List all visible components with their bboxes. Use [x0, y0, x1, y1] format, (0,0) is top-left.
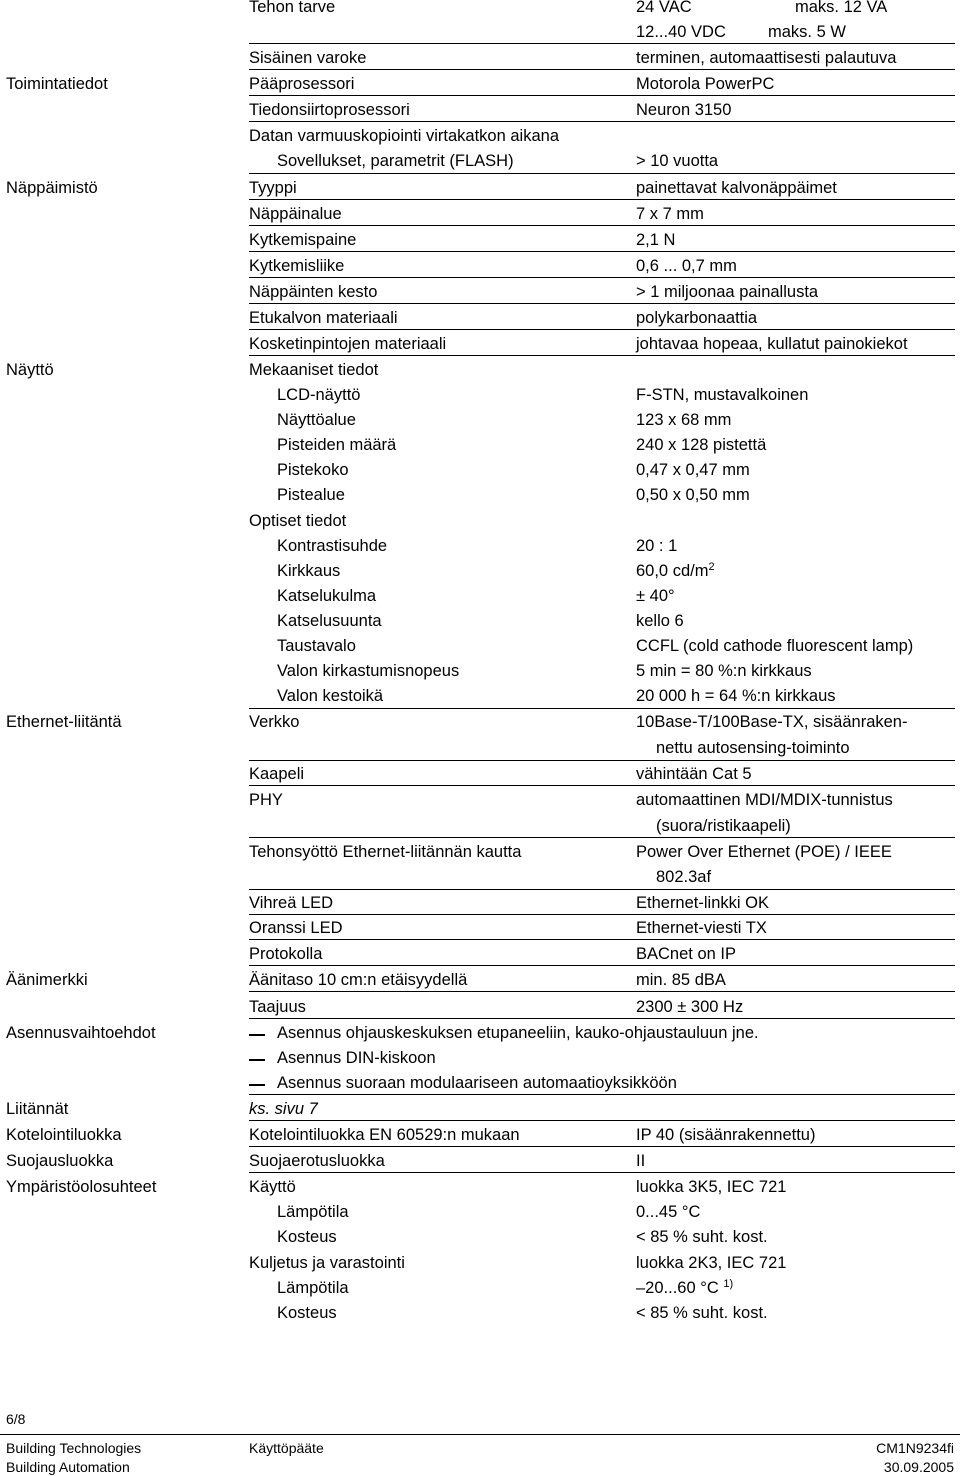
spec-sublabel: Valon kestoikä	[277, 687, 384, 705]
category-label: Näyttö	[6, 361, 54, 379]
spec-value: 0,47 x 0,47 mm	[636, 461, 750, 479]
footer-company: Building Technologies	[6, 1440, 142, 1456]
spec-value: 20 000 h = 64 %:n kirkkaus	[636, 687, 836, 705]
spec-sublabel: Pisteiden määrä	[277, 436, 397, 454]
spec-sublabel: Lämpötila	[277, 1279, 349, 1297]
spec-value: ± 40°	[636, 587, 675, 605]
spec-label: Oranssi LED	[249, 919, 343, 937]
row-divider	[249, 69, 955, 70]
spec-sublabel: Sovellukset, parametrit (FLASH)	[277, 152, 514, 170]
row-divider	[249, 329, 955, 330]
spec-value: < 85 % suht. kost.	[636, 1228, 768, 1246]
spec-label: Etukalvon materiaali	[249, 309, 398, 327]
spec-value: maks. 5 W	[768, 23, 846, 41]
category-label: Suojausluokka	[6, 1152, 114, 1170]
spec-label: Kotelointiluokka EN 60529:n mukaan	[249, 1126, 520, 1144]
spec-label: Vihreä LED	[249, 894, 334, 912]
category-label: Toimintatiedot	[6, 75, 108, 93]
spec-label: Suojaerotusluokka	[249, 1152, 385, 1170]
spec-value: terminen, automaattisesti palautuva	[636, 49, 897, 67]
spec-value	[636, 1278, 733, 1298]
spec-value: Ethernet-linkki OK	[636, 894, 769, 912]
footer-date: 30.09.2005	[883, 1459, 954, 1475]
spec-value: 2300 ± 300 Hz	[636, 998, 744, 1016]
row-divider	[249, 889, 955, 890]
spec-value: Ethernet-viesti TX	[636, 919, 767, 937]
spec-value-cont: (suora/ristikaapeli)	[656, 817, 791, 835]
category-label: Ympäristöolosuhteet	[6, 1178, 157, 1196]
spec-label: Kytkemisliike	[249, 257, 345, 275]
spec-sublabel: Pistealue	[277, 486, 345, 504]
spec-label: Verkko	[249, 713, 300, 731]
row-divider	[249, 939, 955, 940]
spec-value: 2,1 N	[636, 231, 676, 249]
spec-sublabel: Pistekoko	[277, 461, 349, 479]
spec-label: Kaapeli	[249, 765, 305, 783]
category-label: Kotelointiluokka	[6, 1126, 122, 1144]
row-divider	[249, 760, 955, 761]
spec-label: Äänitaso 10 cm:n etäisyydellä	[249, 971, 468, 989]
spec-value: Neuron 3150	[636, 101, 732, 119]
spec-value-cont: 802.3af	[656, 868, 712, 886]
spec-sublabel: Kosteus	[277, 1228, 337, 1246]
superscript: 1)	[723, 1278, 734, 1290]
spec-label: Tehonsyöttö Ethernet-liitännän kautta	[249, 843, 522, 861]
spec-value: painettavat kalvonäppäimet	[636, 179, 837, 197]
spec-label: PHY	[249, 791, 283, 809]
spec-label: Datan varmuuskopiointi virtakatkon aikana	[249, 127, 559, 145]
spec-value: II	[636, 1152, 646, 1170]
spec-label: Käyttö	[249, 1178, 296, 1196]
spec-value-cont: nettu autosensing-toiminto	[656, 739, 850, 757]
spec-label: Kytkemispaine	[249, 231, 357, 249]
spec-value: 12...40 VDC	[636, 23, 726, 41]
category-label: Asennusvaihtoehdot	[6, 1024, 156, 1042]
section-heading: Optiset tiedot	[249, 512, 347, 530]
spec-value: polykarbonaattia	[636, 309, 758, 327]
spec-value: luokka 2K3, IEC 721	[636, 1254, 787, 1272]
category-label: Näppäimistö	[6, 179, 98, 197]
spec-sublabel: Katselusuunta	[277, 612, 382, 630]
spec-value: BACnet on IP	[636, 945, 736, 963]
spec-value: maks. 12 VA	[795, 0, 888, 16]
spec-sublabel: Katselukulma	[277, 587, 377, 605]
spec-label: Pääprosessori	[249, 75, 355, 93]
spec-value: IP 40 (sisäänrakennettu)	[636, 1126, 816, 1144]
spec-value: < 85 % suht. kost.	[636, 1304, 768, 1322]
spec-sublabel: LCD-näyttö	[277, 386, 361, 404]
footer-product: Käyttöpääte	[249, 1440, 324, 1456]
spec-value: 5 min = 80 %:n kirkkaus	[636, 662, 812, 680]
spec-value: johtavaa hopeaa, kullatut painokiekot	[636, 335, 908, 353]
row-divider	[249, 225, 955, 226]
mounting-option: Asennus suoraan modulaariseen automaatioyksikköön	[277, 1074, 677, 1092]
spec-sublabel: Kosteus	[277, 1304, 337, 1322]
spec-label: Näppäinalue	[249, 205, 342, 223]
row-divider	[249, 785, 955, 786]
spec-sublabel: Kirkkaus	[277, 562, 341, 580]
row-divider	[249, 991, 955, 992]
value-text: –20...60 °C	[636, 1279, 719, 1297]
row-divider	[249, 837, 955, 838]
spec-label: Tehon tarve	[249, 0, 336, 16]
spec-sublabel: Lämpötila	[277, 1203, 349, 1221]
row-divider	[249, 199, 955, 200]
spec-value: 24 VAC	[636, 0, 692, 16]
spec-label: Sisäinen varoke	[249, 49, 367, 67]
row-divider	[249, 1146, 955, 1147]
spec-sublabel: Kontrastisuhde	[277, 537, 388, 555]
row-divider	[249, 1094, 955, 1095]
spec-value: F-STN, mustavalkoinen	[636, 386, 809, 404]
page-reference: ks. sivu 7	[249, 1100, 318, 1118]
spec-value: 0...45 °C	[636, 1203, 701, 1221]
footer-doc-id: CM1N9234fi	[876, 1440, 954, 1456]
spec-sublabel: Valon kirkastumisnopeus	[277, 662, 460, 680]
spec-value: 7 x 7 mm	[636, 205, 704, 223]
spec-sublabel: Taustavalo	[277, 637, 356, 655]
value-text: 60,0 cd/m	[636, 562, 709, 580]
row-divider	[249, 1172, 955, 1173]
mounting-option: Asennus ohjauskeskuksen etupaneeliin, kauko-ohjaustauluun jne.	[277, 1024, 759, 1042]
section-heading: Mekaaniset tiedot	[249, 361, 379, 379]
spec-value: vähintään Cat 5	[636, 765, 752, 783]
spec-value: 10Base-T/100Base-TX, sisäänraken-	[636, 713, 908, 731]
row-divider	[249, 173, 955, 174]
spec-sublabel: Näyttöalue	[277, 411, 356, 429]
spec-value: 20 : 1	[636, 537, 678, 555]
row-divider	[249, 965, 955, 966]
row-divider	[249, 303, 955, 304]
spec-label: Tiedonsiirtoprosessori	[249, 101, 410, 119]
spec-value: luokka 3K5, IEC 721	[636, 1178, 787, 1196]
spec-label: Näppäinten kesto	[249, 283, 378, 301]
category-label: Äänimerkki	[6, 971, 88, 989]
row-divider	[249, 277, 955, 278]
spec-label: Tyyppi	[249, 179, 297, 197]
spec-value: Power Over Ethernet (POE) / IEEE	[636, 843, 892, 861]
spec-label: Taajuus	[249, 998, 306, 1016]
superscript: 2	[708, 561, 715, 573]
row-divider	[249, 121, 955, 122]
row-divider	[249, 708, 955, 709]
spec-value: 240 x 128 pistettä	[636, 436, 767, 454]
category-label: Liitännät	[6, 1100, 69, 1118]
page-number: 6/8	[6, 1411, 26, 1427]
mounting-option: Asennus DIN-kiskoon	[277, 1049, 436, 1067]
spec-value: 0,50 x 0,50 mm	[636, 486, 750, 504]
bullet-dash	[249, 1059, 265, 1061]
spec-value: 0,6 ... 0,7 mm	[636, 257, 737, 275]
spec-value: automaattinen MDI/MDIX-tunnistus	[636, 791, 893, 809]
spec-label: Protokolla	[249, 945, 323, 963]
row-divider	[249, 43, 955, 44]
row-divider	[249, 251, 955, 252]
spec-value: CCFL (cold cathode fluorescent lamp)	[636, 637, 914, 655]
row-divider	[249, 1120, 955, 1121]
spec-value: > 10 vuotta	[636, 152, 719, 170]
bullet-dash	[249, 1034, 265, 1036]
bullet-dash	[249, 1084, 265, 1086]
category-label: Ethernet-liitäntä	[6, 713, 122, 731]
spec-label: Kuljetus ja varastointi	[249, 1254, 405, 1272]
spec-label: Kosketinpintojen materiaali	[249, 335, 447, 353]
spec-value: min. 85 dBA	[636, 971, 726, 989]
row-divider	[249, 1018, 955, 1019]
spec-value: > 1 miljoonaa painallusta	[636, 283, 819, 301]
row-divider	[249, 914, 955, 915]
row-divider	[249, 355, 955, 356]
spec-value: kello 6	[636, 612, 684, 630]
spec-value	[636, 561, 715, 581]
spec-value: Motorola PowerPC	[636, 75, 775, 93]
spec-value: 123 x 68 mm	[636, 411, 732, 429]
row-divider	[249, 95, 955, 96]
footer-divider	[0, 1434, 960, 1435]
footer-division: Building Automation	[6, 1459, 130, 1475]
